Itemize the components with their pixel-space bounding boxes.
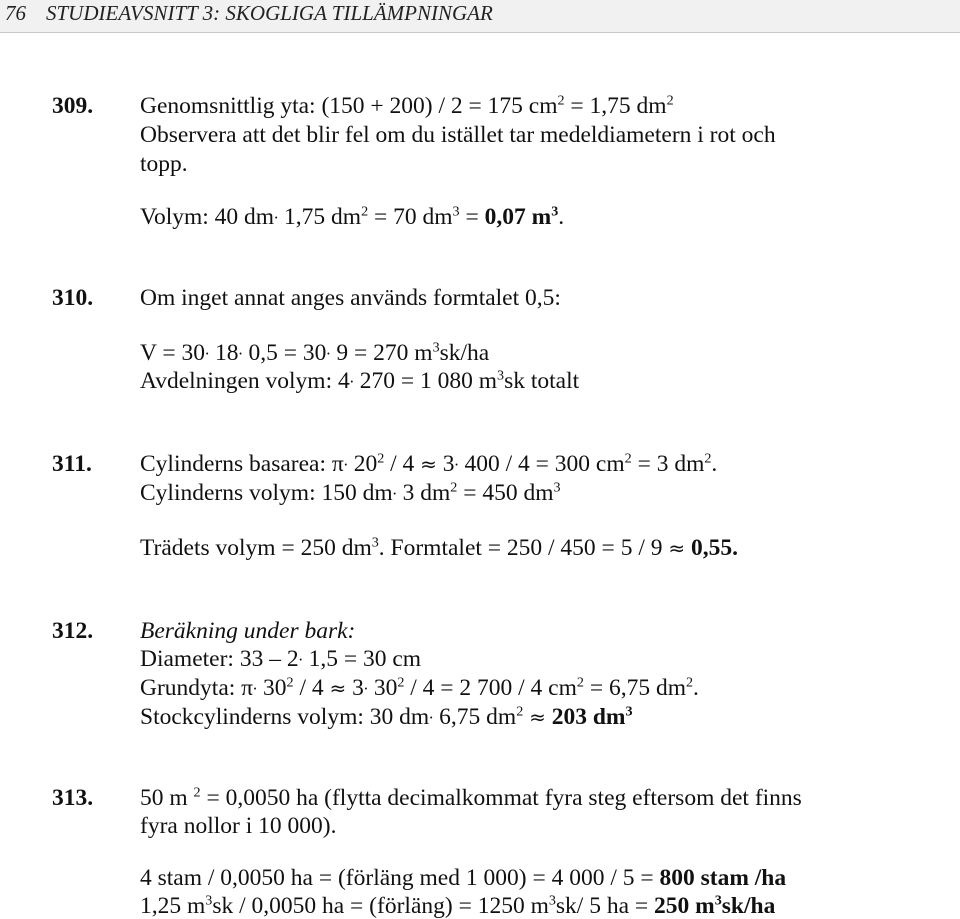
text: 3 dm	[396, 480, 451, 506]
text: Stockcylinderns volym: 30 dm	[140, 704, 430, 730]
text: 50 m	[140, 785, 194, 811]
superscript: 2	[685, 674, 694, 691]
text: 400 / 4 = 300 cm	[458, 451, 625, 477]
text: V = 30	[140, 340, 206, 366]
text: .	[711, 451, 718, 477]
approx-symbol: ≈	[329, 676, 347, 700]
text: 1,5 = 30 cm	[302, 646, 422, 672]
exercise-number: 309.	[52, 93, 94, 119]
text: .	[693, 675, 699, 701]
exercise-number: 312.	[52, 618, 94, 644]
multiplication-dot: .	[343, 450, 348, 470]
text: Cylinderns volym: 150 dm	[140, 480, 393, 506]
answer: 800 stam /ha	[659, 865, 787, 891]
text-line	[140, 892, 776, 919]
superscript: 2	[450, 479, 458, 496]
superscript: 2	[286, 674, 294, 691]
answer: 0,55.	[690, 535, 738, 561]
multiplication-dot: .	[205, 339, 210, 359]
multiplication-dot: .	[274, 203, 279, 223]
exercise-number: 310.	[52, 285, 94, 311]
superscript: 3	[548, 892, 556, 909]
text: 3	[346, 675, 364, 701]
text-line	[140, 203, 565, 230]
superscript: 3	[553, 479, 561, 496]
text-line: Om inget annat anges används formtalet 0,5:	[140, 285, 561, 311]
text: = 3 dm	[631, 451, 705, 477]
text: sk totalt	[504, 368, 580, 394]
text: 6,75 dm	[433, 704, 517, 730]
exercise-number: 311.	[52, 451, 92, 477]
text-line	[140, 367, 580, 394]
text-line	[140, 645, 422, 672]
text: Trädets volym = 250 dm	[140, 535, 372, 561]
superscript: 2	[193, 784, 201, 801]
text: Avdelningen volym: 4	[140, 368, 350, 394]
text: Volym: 40 dm	[140, 204, 275, 230]
text-line	[140, 450, 718, 477]
superscript: 3	[452, 203, 460, 220]
text: / 4 = 2 700 / 4 cm	[404, 675, 577, 701]
multiplication-dot: .	[298, 645, 303, 665]
superscript: 2	[624, 450, 632, 467]
superscript: 3	[371, 534, 379, 551]
answer: 203 dm	[551, 704, 626, 730]
text-line: topp.	[140, 151, 188, 177]
superscript: 2	[576, 674, 584, 691]
text: 20	[347, 451, 378, 477]
text: 1,75 dm	[278, 204, 362, 230]
superscript: 3	[497, 367, 505, 384]
text: / 4	[384, 451, 421, 477]
text-line	[140, 92, 674, 119]
text: 1,25 m	[140, 893, 206, 919]
text: 30	[257, 675, 287, 701]
answer: 250 m	[654, 893, 715, 919]
superscript: 2	[557, 92, 565, 109]
multiplication-dot: .	[349, 367, 354, 387]
approx-symbol: ≈	[420, 452, 437, 476]
text: = 450 dm	[457, 480, 554, 506]
superscript: 2	[516, 703, 524, 720]
superscript: 2	[666, 92, 674, 109]
text-line	[140, 867, 786, 891]
superscript: 3	[205, 892, 213, 909]
text: 3	[436, 451, 455, 477]
text: = 0,0050 ha (flytta decimalkommat fyra steg eftersom det finns	[200, 785, 802, 811]
multiplication-dot: .	[454, 450, 459, 470]
text: Grundyta: π	[140, 675, 254, 701]
superscript: 2	[377, 450, 385, 467]
text-line: fyra nollor i 10 000).	[140, 813, 337, 839]
chapter-title: STUDIEAVSNITT 3: SKOGLIGA TILLÄMPNINGAR	[46, 1, 493, 25]
text: 18	[209, 340, 239, 366]
text-line	[140, 479, 561, 506]
text-line	[140, 339, 490, 366]
multiplication-dot: .	[253, 674, 258, 694]
text: Cylinderns basarea: π	[140, 451, 344, 477]
approx-symbol: ≈	[668, 536, 686, 560]
text: 9 = 270 m	[330, 340, 433, 366]
text: =	[459, 204, 485, 230]
multiplication-dot: .	[326, 339, 331, 359]
text: / 4	[293, 675, 330, 701]
superscript: 3	[714, 892, 722, 909]
multiplication-dot: .	[238, 339, 243, 359]
superscript: 2	[361, 203, 369, 220]
text: Genomsnittlig yta: (150 + 200) / 2 = 175 cm	[140, 93, 558, 119]
text-line	[140, 784, 802, 811]
superscript: 2	[704, 450, 712, 467]
page-header	[0, 0, 960, 33]
text: sk/ 5 ha =	[555, 893, 655, 919]
answer: sk/ha	[721, 893, 776, 919]
multiplication-dot: .	[363, 674, 368, 694]
text: . Formtalet = 250 / 450 = 5 / 9	[378, 535, 669, 561]
text: = 1,75 dm	[564, 93, 667, 119]
text-line	[140, 620, 355, 644]
answer: 0,07 m	[484, 204, 552, 230]
text: Diameter: 33 – 2	[140, 646, 299, 672]
text: .	[558, 204, 565, 230]
text: 4 stam / 0,0050 ha = (förläng med 1 000) = 4 000 / 5 =	[140, 865, 660, 891]
text-line	[140, 674, 699, 701]
text: 0,5 = 30	[242, 340, 327, 366]
text: sk/ha	[439, 340, 490, 366]
superscript: 3	[625, 703, 633, 720]
text-line	[140, 703, 633, 730]
superscript: 2	[397, 674, 405, 691]
page-number: 76	[5, 1, 26, 25]
subheading: Beräkning under bark:	[140, 618, 356, 644]
text: = 70 dm	[368, 204, 453, 230]
multiplication-dot: .	[392, 479, 397, 499]
text: = 6,75 dm	[583, 675, 686, 701]
superscript: 3	[551, 203, 559, 220]
text: 270 = 1 080 m	[353, 368, 498, 394]
exercise-number: 313.	[52, 785, 94, 811]
text-line: Observera att det blir fel om du istället tar medeldiametern i rot och	[140, 122, 776, 148]
text: 30	[367, 675, 398, 701]
superscript: 3	[432, 339, 440, 356]
approx-symbol: ≈	[529, 705, 546, 729]
multiplication-dot: .	[429, 703, 434, 723]
text: sk / 0,0050 ha = (förläng) = 1250 m	[212, 893, 549, 919]
text-line	[140, 534, 738, 561]
